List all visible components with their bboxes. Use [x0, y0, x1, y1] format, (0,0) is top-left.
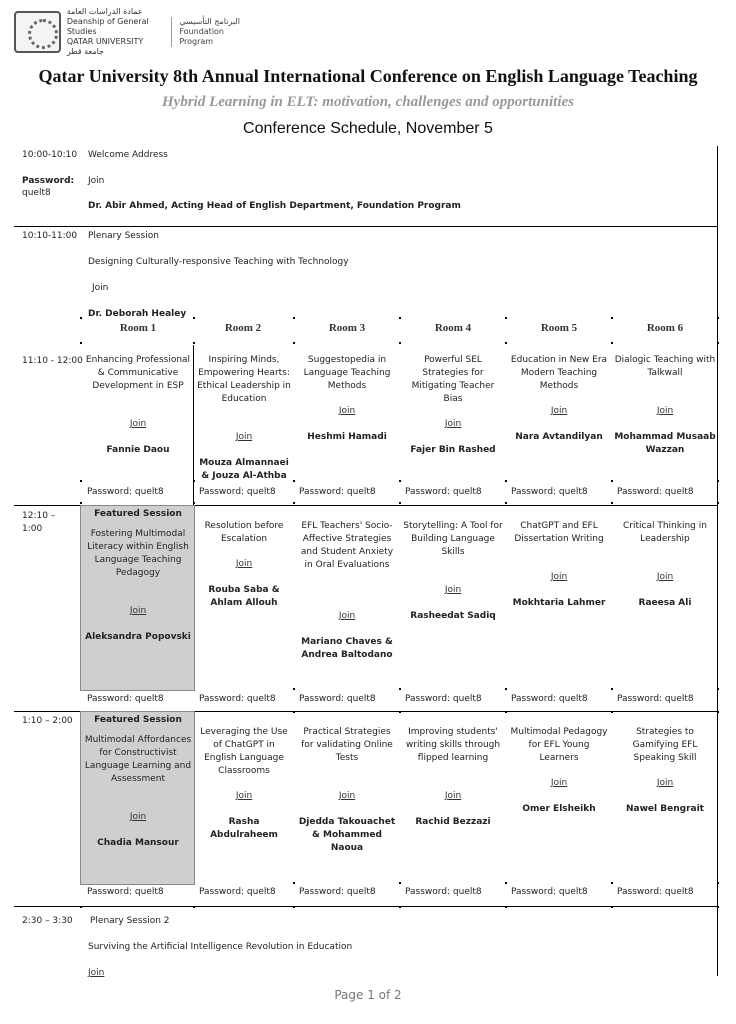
column-separator-dot: [505, 317, 507, 319]
slot2-room2-speaker: Rouba Saba & Ahlam Allouh: [208, 585, 280, 608]
column-separator-dot: [293, 688, 295, 690]
column-separator-dot: [611, 342, 613, 344]
slot2-room1-title: Fostering Multimodal Literacy within English Language Teaching Pedagogy: [87, 529, 189, 578]
slot2-room2-title: Resolution before Escalation: [204, 521, 284, 544]
welcome-password: quelt8: [22, 188, 51, 198]
slot3-room3-join-link[interactable]: Join: [338, 791, 356, 801]
slot2-room3-title: EFL Teachers' Socio-Affective Strategies and Student Anxiety in Oral Evaluations: [300, 521, 394, 570]
slot2-room4-join-link[interactable]: Join: [444, 585, 462, 595]
welcome-time: 10:00-10:10: [22, 150, 78, 160]
row-divider: [14, 226, 718, 227]
university-emblem-icon: [14, 11, 61, 53]
slot3-room5-speaker: Omer Elsheikh: [522, 804, 596, 814]
column-separator-dot: [293, 342, 295, 344]
program-name: [179, 17, 246, 47]
slot2-room1-join-link[interactable]: Join: [129, 606, 147, 616]
slot3-room3-title: Practical Strategies for validating Online Tests: [301, 727, 393, 763]
column-separator-dot: [80, 342, 82, 344]
column-separator-dot: [193, 342, 195, 344]
slot1-room2-join-link[interactable]: Join: [235, 432, 253, 442]
column-separator-dot: [80, 502, 82, 504]
column-separator-dot: [293, 882, 295, 884]
plenary1-time: 10:10-11:00: [22, 231, 78, 241]
room-1-header: Room 1: [119, 322, 157, 334]
slot2-room5-join-link[interactable]: Join: [550, 572, 568, 582]
deanship-name: [67, 7, 163, 57]
column-separator-dot: [611, 882, 613, 884]
slot1-room3-title: Suggestopedia in Language Teaching Methods: [303, 355, 391, 391]
slot1-room6-speaker: Mohammad Musaab Wazzan: [614, 432, 716, 455]
slot3-room3-speaker: Djedda Takouachet & Mohammed Naoua: [298, 817, 396, 853]
slot3-room4-title: Improving students' writing skills through flipped learning: [405, 727, 501, 763]
column-separator-dot: [399, 882, 401, 884]
slot3-room2-title: Leveraging the Use of ChatGPT in English Language Classrooms: [200, 727, 288, 776]
plenary1-title: Plenary Session: [88, 231, 159, 241]
slot1-room1-speaker: Fannie Daou: [106, 445, 170, 455]
slot1-room6-join-link[interactable]: Join: [656, 406, 674, 416]
slot3-room6-password: Password: quelt8: [617, 887, 694, 897]
column-separator-dot: [399, 688, 401, 690]
slot1-room5-password: Password: quelt8: [511, 487, 588, 497]
column-separator-dot: [399, 317, 401, 319]
slot1-room3-password: Password: quelt8: [299, 487, 376, 497]
column-separator-dot: [717, 342, 719, 344]
slot1-room4-join-link[interactable]: Join: [444, 419, 462, 429]
slot1-room1-title: Enhancing Professional & Communicative Development in ESP: [85, 355, 191, 391]
slot2-room5-speaker: Mokhtaria Lahmer: [512, 598, 606, 608]
slot3-room5-title: Multimodal Pedagogy for EFL Young Learners: [510, 727, 608, 763]
plenary1-join-link[interactable]: Join: [92, 283, 109, 293]
conference-subtitle: Hybrid Learning in ELT: motivation, challenges and opportunities: [162, 94, 574, 110]
room-5-header: Room 5: [540, 322, 578, 334]
room-4-header: Room 4: [434, 322, 472, 334]
slot1-room1-password: Password: quelt8: [87, 487, 164, 497]
welcome-title: Welcome Address: [88, 150, 168, 160]
column-separator-dot: [505, 882, 507, 884]
welcome-speaker: Dr. Abir Ahmed, Acting Head of English Department, Foundation Program: [88, 201, 461, 211]
column-separator-dot: [717, 688, 719, 690]
slot3-room4-speaker: Rachid Bezzazi: [415, 817, 491, 827]
slot1-room6-title: Dialogic Teaching with Talkwall: [614, 355, 716, 378]
column-separator-dot: [611, 502, 613, 504]
column-separator-dot: [505, 688, 507, 690]
column-separator-dot: [80, 317, 82, 319]
slot3-time: 1:10 – 2:00: [22, 716, 73, 726]
column-separator-dot: [293, 502, 295, 504]
table-right-border: [717, 146, 718, 976]
slot3-room1-join-link[interactable]: Join: [129, 812, 147, 822]
slot2-room5-title: ChatGPT and EFL Dissertation Writing: [514, 521, 604, 544]
deanship-logo: [14, 7, 246, 56]
slot2-room6-title: Critical Thinking in Leadership: [623, 521, 707, 544]
welcome-join-link[interactable]: Join: [88, 176, 105, 186]
plenary2-topic: Surviving the Artificial Intelligence Revolution in Education: [88, 942, 353, 952]
column-separator-dot: [505, 342, 507, 344]
column-separator-dot: [717, 502, 719, 504]
slot2-room4-speaker: Rasheedat Sadiq: [410, 611, 496, 621]
slot3-room2-speaker: Rasha Abdulraheem: [210, 817, 278, 840]
slot2-room3-password: Password: quelt8: [299, 694, 376, 704]
program-english-name: Foundation Program: [179, 27, 224, 46]
slot1-room5-speaker: Nara Avtandilyan: [515, 432, 603, 442]
plenary2-join-link[interactable]: Join: [88, 968, 105, 978]
slot3-room6-speaker: Nawel Bengrait: [626, 804, 704, 814]
room-2-header: Room 2: [224, 322, 262, 334]
slot2-room6-password: Password: quelt8: [617, 694, 694, 704]
slot3-room6-join-link[interactable]: Join: [656, 778, 674, 788]
welcome-password-label: Password:: [22, 176, 75, 186]
slot3-room6-title: Strategies to Gamifying EFL Speaking Skill: [632, 727, 698, 763]
slot3-room2-password: Password: quelt8: [199, 887, 276, 897]
slot3-featured-label: Featured Session: [94, 715, 182, 725]
conference-title: Qatar University 8th Annual International Conference on English Language Teaching: [38, 66, 698, 86]
row-divider: [14, 906, 718, 907]
slot1-room5-title: Education in New Era Modern Teaching Methods: [510, 355, 608, 391]
slot3-room4-join-link[interactable]: Join: [444, 791, 462, 801]
slot2-room2-join-link[interactable]: Join: [235, 559, 253, 569]
slot1-room3-speaker: Heshmi Hamadi: [307, 432, 387, 442]
column-separator-dot: [193, 317, 195, 319]
slot2-room3-join-link[interactable]: Join: [338, 611, 356, 621]
column-separator-dot: [611, 688, 613, 690]
slot2-room2-password: Password: quelt8: [199, 694, 276, 704]
slot2-room6-speaker: Raeesa Ali: [638, 598, 692, 608]
slot1-room6-password: Password: quelt8: [617, 487, 694, 497]
column-separator-dot: [293, 317, 295, 319]
page-number: Page 1 of 2: [334, 988, 402, 1002]
slot2-room3-speaker: Mariano Chaves & Andrea Baltodano: [301, 637, 393, 660]
column-separator-dot: [611, 317, 613, 319]
column-separator-dot: [505, 480, 507, 482]
column-separator-dot: [80, 480, 82, 482]
room-3-header: Room 3: [328, 322, 366, 334]
slot3-room2-join-link[interactable]: Join: [235, 791, 253, 801]
logo-divider: [171, 17, 172, 47]
slot1-room2-title: Inspiring Minds, Empowering Hearts: Ethical Leadership in Education: [197, 355, 291, 404]
column-separator-dot: [505, 502, 507, 504]
plenary1-topic: Designing Culturally-responsive Teaching with Technology: [88, 257, 349, 267]
schedule-title: Conference Schedule, November 5: [243, 120, 493, 137]
slot2-room4-title: Storytelling: A Tool for Building Language Skills: [403, 521, 503, 557]
slot1-room1-join-link[interactable]: Join: [129, 419, 147, 429]
slot1-room2-speaker: Mouza Almannaei & Jouza Al-Athba: [199, 458, 289, 481]
slot3-room5-password: Password: quelt8: [511, 887, 588, 897]
slot1-room5-join-link[interactable]: Join: [550, 406, 568, 416]
slot1-room3-join-link[interactable]: Join: [338, 406, 356, 416]
slot3-room1-title: Multimodal Affordances for Constructivist Language Learning and Assessment: [84, 735, 192, 784]
slot2-room1-speaker: Aleksandra Popovski: [85, 632, 191, 642]
column-separator-dot: [399, 502, 401, 504]
slot2-room1-password: Password: quelt8: [87, 694, 164, 704]
slot1-room4-title: Powerful SEL Strategies for Mitigating Teacher Bias: [411, 355, 495, 404]
program-arabic-name: البرنامج التأسيسي: [179, 17, 240, 26]
column-separator-dot: [717, 882, 719, 884]
university-name: QATAR UNIVERSITY جامعة قطر: [66, 37, 144, 56]
plenary2-title: Plenary Session 2: [90, 916, 170, 926]
slot2-featured-label: Featured Session: [94, 509, 182, 519]
slot3-room4-password: Password: quelt8: [405, 887, 482, 897]
slot2-time: 12:10 – 1:00: [22, 511, 56, 534]
column-separator-dot: [611, 480, 613, 482]
column-separator-dot: [293, 480, 295, 482]
slot1-room4-password: Password: quelt8: [405, 487, 482, 497]
slot1-room4-speaker: Fajer Bin Rashed: [410, 445, 496, 455]
room-6-header: Room 6: [646, 322, 684, 334]
column-divider: [193, 345, 194, 505]
slot1-room2-password: Password: quelt8: [199, 487, 276, 497]
slot3-room1-speaker: Chadia Mansour: [97, 838, 179, 848]
slot3-room3-password: Password: quelt8: [299, 887, 376, 897]
deanship-arabic-name: عمادة الدراسات العامة: [66, 7, 143, 16]
column-separator-dot: [399, 480, 401, 482]
deanship-english-name: Deanship of General Studies: [66, 17, 149, 36]
slot3-room1-password: Password: quelt8: [87, 887, 164, 897]
column-separator-dot: [717, 317, 719, 319]
column-separator-dot: [717, 480, 719, 482]
slot1-time: 11:10 - 12:00: [22, 356, 83, 366]
slot2-room5-password: Password: quelt8: [511, 694, 588, 704]
plenary1-speaker: Dr. Deborah Healey: [88, 309, 187, 319]
column-separator-dot: [399, 342, 401, 344]
slot3-room5-join-link[interactable]: Join: [550, 778, 568, 788]
slot2-room4-password: Password: quelt8: [405, 694, 482, 704]
slot2-room6-join-link[interactable]: Join: [656, 572, 674, 582]
plenary2-time: 2:30 – 3:30: [22, 916, 73, 926]
